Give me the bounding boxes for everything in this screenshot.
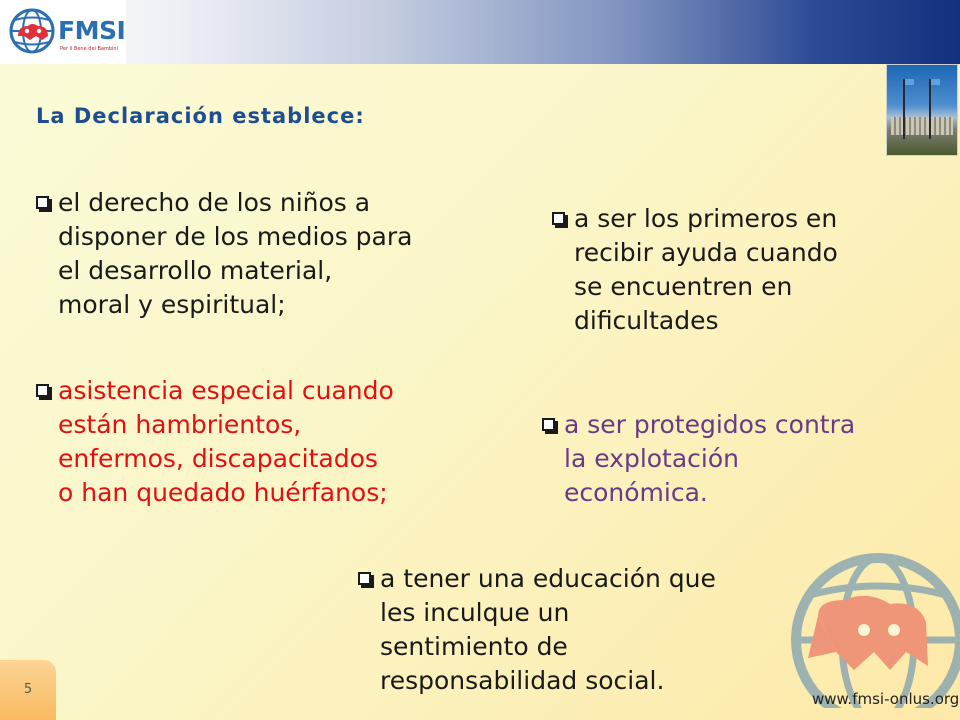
bullet-line: enfermos, discapacitados <box>58 444 378 473</box>
bullet-line: les inculque un <box>380 598 570 627</box>
bullet-derecho-medios <box>36 186 476 322</box>
flag-pole <box>903 79 905 139</box>
bullet-line: moral y espiritual; <box>58 290 286 319</box>
bullet-educacion <box>358 562 768 698</box>
bullet-line: la explotación <box>564 444 740 473</box>
bullet-line: el derecho de los niños a <box>58 188 371 217</box>
checkbox-bullet-icon <box>552 212 565 225</box>
flag <box>905 79 914 85</box>
bullet-line: económica. <box>564 478 708 507</box>
bullet-line: responsabilidad social. <box>380 666 665 695</box>
bullet-primeros-ayuda <box>552 202 922 338</box>
bullet-line: asistencia especial cuando <box>58 376 394 405</box>
flag-pole <box>929 79 931 139</box>
fmsi-watermark-icon <box>778 548 960 708</box>
header-bar <box>0 0 960 64</box>
fmsi-globe-logo-icon <box>8 6 58 56</box>
bullet-line: recibir ayuda cuando <box>574 238 838 267</box>
fmsi-logo[interactable] <box>0 0 126 64</box>
bullet-line: sentimiento de <box>380 632 568 661</box>
footer-url[interactable]: www.fmsi-onlus.org <box>812 690 960 708</box>
checkbox-bullet-icon <box>358 572 371 585</box>
bullet-line: disponer de los medios para <box>58 222 413 251</box>
un-building-photo <box>886 64 958 156</box>
checkbox-bullet-icon <box>36 196 49 209</box>
bullet-line: a tener una educación que <box>380 564 716 593</box>
bullet-line: a ser los primeros en <box>574 204 838 233</box>
bullet-line: a ser protegidos contra <box>564 410 856 439</box>
checkbox-bullet-icon <box>36 384 49 397</box>
page-number: 5 <box>0 660 56 720</box>
slide-title: La Declaración establece: <box>36 104 365 128</box>
checkbox-bullet-icon <box>542 418 555 431</box>
bullet-line: dificultades <box>574 306 719 335</box>
flag <box>931 79 940 85</box>
bullet-line: están hambrientos, <box>58 410 302 439</box>
bullet-line: se encuentren en <box>574 272 793 301</box>
bullet-line: o han quedado huérfanos; <box>58 478 388 507</box>
photo-building <box>891 117 953 135</box>
bullet-line: el desarrollo material, <box>58 256 333 285</box>
bullet-proteccion-explotacion <box>542 408 942 510</box>
logo-tagline: Per il Bene dei Bambini <box>60 46 118 52</box>
bullet-asistencia-especial <box>36 374 476 510</box>
logo-text: FMSI <box>58 16 126 45</box>
